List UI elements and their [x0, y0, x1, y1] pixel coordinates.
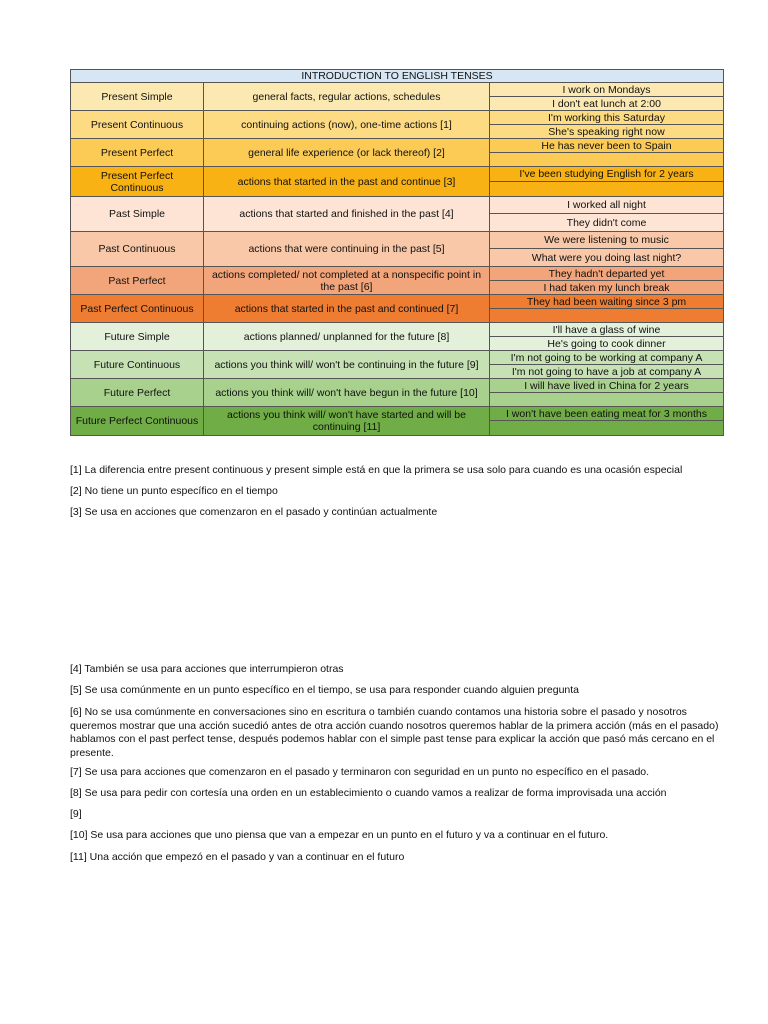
tense-row — [71, 197, 724, 214]
tense-row — [71, 351, 724, 365]
tense-row — [71, 232, 724, 249]
tense-description-cell: actions that started in the past and continue [3] — [204, 167, 490, 197]
tense-description-cell: actions you think will/ won't be continuing in the future [9] — [204, 351, 490, 379]
tense-name-cell: Past Perfect — [71, 267, 204, 295]
tense-name-cell: Future Continuous — [71, 351, 204, 379]
footnote: [3] Se usa en acciones que comenzaron en el pasado y continúan actualmente — [70, 506, 438, 518]
tense-description-cell: actions completed/ not completed at a nonspecific point in the past [6] — [204, 267, 490, 295]
footnote: [6] No se usa comúnmente en conversaciones sino en escritura o también cuando contamos una historia sobre el pasado y nosotros queremos mostrar que una acción sucedió antes de otra acción cuando nosotros queremos hablar de la primera acción (más en el pasado) hablamos con el past perfect tense, después podemos hablar con el simple past tense para explicar la acción que pasó más cercano en el presente. — [70, 706, 719, 759]
tense-row — [71, 167, 724, 182]
tense-row — [71, 83, 724, 97]
table-title: INTRODUCTION TO ENGLISH TENSES — [71, 70, 724, 83]
example-cell: What were you doing last night? — [490, 249, 724, 267]
tense-description-cell: general facts, regular actions, schedules — [204, 83, 490, 111]
tense-description-cell: actions that were continuing in the past [5] — [204, 232, 490, 267]
example-cell: We were listening to music — [490, 232, 724, 249]
tense-name-cell: Past Continuous — [71, 232, 204, 267]
tense-description-cell: actions that started in the past and continued [7] — [204, 295, 490, 323]
tense-description-cell: continuing actions (now), one-time actions [1] — [204, 111, 490, 139]
example-cell: I'm working this Saturday — [490, 111, 724, 125]
tenses-table — [70, 69, 724, 436]
tense-name-cell: Present Perfect Continuous — [71, 167, 204, 197]
tense-description-cell: actions you think will/ won't have begun in the future [10] — [204, 379, 490, 407]
footnote: [2] No tiene un punto específico en el tiempo — [70, 485, 278, 497]
example-cell: I'll have a glass of wine — [490, 323, 724, 337]
tense-description-cell: actions that started and finished in the past [4] — [204, 197, 490, 232]
example-cell: He has never been to Spain — [490, 139, 724, 153]
tense-name-cell: Future Simple — [71, 323, 204, 351]
example-cell: I'm not going to have a job at company A — [490, 365, 724, 379]
example-cell: They hadn't departed yet — [490, 267, 724, 281]
example-cell — [490, 393, 724, 407]
tense-row — [71, 323, 724, 337]
footnote: [5] Se usa comúnmente en un punto específico en el tiempo, se usa para responder cuando alguien pregunta — [70, 684, 580, 696]
tense-name-cell: Past Perfect Continuous — [71, 295, 204, 323]
example-cell: I had taken my lunch break — [490, 281, 724, 295]
example-cell: I worked all night — [490, 197, 724, 214]
tense-row — [71, 139, 724, 153]
footnote: [9] — [70, 808, 82, 820]
tense-name-cell: Future Perfect — [71, 379, 204, 407]
example-cell: She's speaking right now — [490, 125, 724, 139]
example-cell: I've been studying English for 2 years — [490, 167, 724, 182]
tense-name-cell: Present Perfect — [71, 139, 204, 167]
tense-row — [71, 379, 724, 393]
example-cell: I will have lived in China for 2 years — [490, 379, 724, 393]
title-row — [71, 70, 724, 83]
example-cell: I won't have been eating meat for 3 months — [490, 407, 724, 421]
example-cell — [490, 309, 724, 323]
footnote: [11] Una acción que empezó en el pasado y van a continuar en el futuro — [70, 851, 405, 863]
example-cell: I work on Mondays — [490, 83, 724, 97]
example-cell: I don't eat lunch at 2:00 — [490, 97, 724, 111]
tense-name-cell: Past Simple — [71, 197, 204, 232]
tense-name-cell: Present Simple — [71, 83, 204, 111]
tense-row — [71, 111, 724, 125]
example-cell: They had been waiting since 3 pm — [490, 295, 724, 309]
tense-description-cell: general life experience (or lack thereof) [2] — [204, 139, 490, 167]
footnote: [10] Se usa para acciones que uno piensa que van a empezar en un punto en el futuro y va a continuar en el futuro. — [70, 829, 609, 841]
example-cell — [490, 421, 724, 436]
tense-row — [71, 267, 724, 281]
footnote: [7] Se usa para acciones que comenzaron en el pasado y terminaron con seguridad en un punto no específico en el pasado. — [70, 766, 650, 778]
tense-row — [71, 407, 724, 421]
example-cell — [490, 153, 724, 167]
tense-name-cell: Future Perfect Continuous — [71, 407, 204, 436]
tense-row — [71, 295, 724, 309]
tense-name-cell: Present Continuous — [71, 111, 204, 139]
example-cell: He's going to cook dinner — [490, 337, 724, 351]
tense-description-cell: actions planned/ unplanned for the future [8] — [204, 323, 490, 351]
footnote: [1] La diferencia entre present continuous y present simple está en que la primera se usa solo para cuando es una ocasión especial — [70, 464, 683, 476]
footnote: [8] Se usa para pedir con cortesía una orden en un establecimiento o cuando vamos a realizar de forma improvisada una acción — [70, 787, 667, 799]
tense-description-cell: actions you think will/ won't have started and will be continuing [11] — [204, 407, 490, 436]
example-cell: I'm not going to be working at company A — [490, 351, 724, 365]
example-cell — [490, 182, 724, 197]
footnote: [4] También se usa para acciones que interrumpieron otras — [70, 663, 344, 675]
example-cell: They didn't come — [490, 214, 724, 232]
